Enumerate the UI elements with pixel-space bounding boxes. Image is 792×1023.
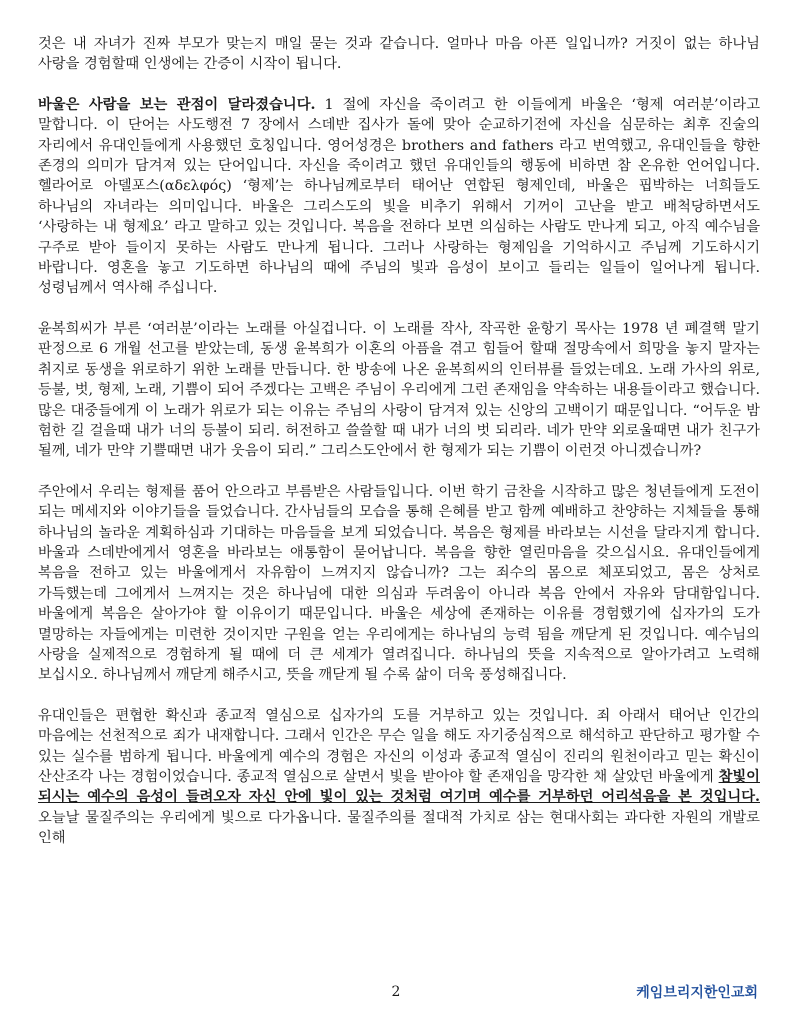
paragraph-jews-text-b: 오늘날 물질주의는 우리에게 빛으로 다가옵니다. 물질주의를 절대적 가치로 삼는 현대사회는 과다한 자원의 개발로 인해 <box>38 809 760 847</box>
document-body <box>38 34 760 869</box>
paragraph-intro <box>38 34 760 75</box>
page-number: 2 <box>391 984 401 1000</box>
paragraph-jews-emphasis: 참빛이 되시는 예수의 음성이 들려오자 자신 안에 빛이 있는 것처럼 여기며 예수를 거부하던 어리석음을 본 것입니다. <box>38 769 760 806</box>
paragraph-brothers-lead: 바울은 사람을 보는 관점이 달라졌습니다. <box>38 96 316 113</box>
paragraph-song-text: 윤복희씨가 부른 ‘여러분’이라는 노래를 아실겁니다. 이 노래를 작사, 작곡한 윤항기 목사는 1978 년 폐결핵 말기 판정으로 6 개월 선고를 받았는데, 동생 윤복희가 이혼의 아픔을 겪고 힘들어 할때 절망속에서 희망을 놓지 말자는 취지로 동생을 위로하기 위한 노래를 만듭니다. 한 방송에 나온 윤복희씨의 인터뷰를 들었는데요. 노래 가사의 위로, 등불, 벗, 형제, 노래, 기쁨이 되어 주겠다는 고백은 주님이 우리에게 그런 존재임을 약속하는 내용들이라고 했습니다. 많은 대중들에게 이 노래가 위로가 되는 이유는 주님의 사랑이 담겨져 있는 신앙의 고백이기 때문입니다. “어두운 밤 험한 길 걸을때 내가 너의 등불이 되리. 허전하고 쓸쓸할 때 내가 너의 벗 되리라. 네가 만약 외로울때면 내가 친구가 될께, 네가 만약 기쁠때면 내가 웃음이 되리.” 그리스도안에서 한 형제가 되는 기쁨이 이런것 아니겠습니까? <box>38 320 760 460</box>
church-name: 케임브리지한인교회 <box>636 985 758 1001</box>
paragraph-brothers <box>38 95 760 299</box>
paragraph-jews <box>38 706 760 849</box>
paragraph-brothers-text: 1 절에 자신을 죽이려고 한 이들에게 바울은 ‘형제 여러분’이라고 말합니다. 이 단어는 사도행전 7 장에서 스데반 집사가 돌에 맞아 순교하기전에 자신을 심문하는 최후 진술의 자리에서 유대인들에게 사용했던 호칭입니다. 영어성경은 brothers and fathers 라고 번역했고, 유대인들을 향한 존경의 의미가 담겨져 있는 단어입니다. 자신을 죽이려고 했던 유대인들의 행동에 비하면 참 온유한 언어입니다. 헬라어로 아델포스(αδελφός) ‘형제’는 하나님께로부터 태어난 연합된 형제인데, 바울은 핍박하는 너희들도 하나님의 자녀라는 의미입니다. 바울은 그리스도의 빛을 비추기 위해서 기꺼이 고난을 받고 배척당하면서도 ‘사랑하는 내 형제요’ 라고 말하고 있는 것입니다. 복음을 전하다 보면 의심하는 사람도 만나게 되고, 아직 예수님을 구주로 받아 들이지 못하는 사람도 만나게 됩니다. 그러나 사랑하는 형제임을 기억하시고 주님께 기도하시기 바랍니다. 영혼을 놓고 기도하면 하나님의 때에 주님의 빛과 음성이 보이고 들리는 일들이 일어나게 됩니다. 성령님께서 역사해 주십니다. <box>38 96 761 297</box>
paragraph-intro-text: 것은 내 자녀가 진짜 부모가 맞는지 매일 묻는 것과 같습니다. 얼마나 마음 아픈 일입니까? 거짓이 없는 하나님 사랑을 경험할때 인생에는 간증이 시작이 됩니다. <box>38 36 760 73</box>
paragraph-gospel <box>38 482 760 686</box>
paragraph-jews-text-a: 유대인들은 편협한 확신과 종교적 열심으로 십자가의 도를 거부하고 있는 것입니다. 죄 아래서 태어난 인간의 마음에는 선천적으로 죄가 내재합니다. 그래서 인간은 무슨 일을 해도 자기중심적으로 해석하고 판단하고 평가할 수 있는 실수를 범하게 됩니다. 바울에게 예수의 경험은 자신의 이성과 종교적 열심이 진리의 원천이라고 믿는 확신이 산산조각 나는 경험이었습니다. 종교적 열심으로 살면서 빛을 받아야 할 존재임을 망각한 채 살았던 바울에게 <box>38 707 760 785</box>
paragraph-gospel-text: 주안에서 우리는 형제를 품어 안으라고 부름받은 사람들입니다. 이번 학기 금찬을 시작하고 많은 청년들에게 도전이 되는 메세지와 이야기들을 들었습니다. 간사님들의 모습을 통해 은혜를 받고 함께 예배하고 찬양하는 지체들을 통해 하나님의 놀라운 계획하심과 기대하는 마음들을 보게 되었습니다. 복음은 형제를 바라보는 시선을 달라지게 합니다. 바울과 스데반에게서 영혼을 바라보는 애통함이 묻어납니다. 복음을 향한 열린마음을 갖으십시요. 유대인들에게 복음을 전하고 있는 바울에게서 자유함이 느껴지지 않습니까? 그는 죄수의 몸으로 체포되었고, 몸은 상처로 가득했는데 그에게서 느껴지는 것은 하나님에 대한 의심과 두려움이 아니라 복음 안에서 자유와 담대함입니다. 바울에게 복음은 살아가야 할 이유이기 때문입니다. 바울은 세상에 존재하는 이유를 경험했기에 십자가의 도가 멸망하는 자들에게는 미련한 것이지만 구원을 얻는 우리에게는 하나님의 능력 됨을 깨닫게 된 것입니다. 예수님의 사랑을 실제적으로 경험하게 될 때에 더 큰 세계가 열려집니다. 하나님의 뜻을 지속적으로 알아가려고 노력해 보십시오. 하나님께서 깨닫게 해주시고, 뜻을 깨닫게 될 수록 삶이 더욱 풍성해집니다. <box>38 483 760 684</box>
paragraph-song <box>38 319 760 462</box>
